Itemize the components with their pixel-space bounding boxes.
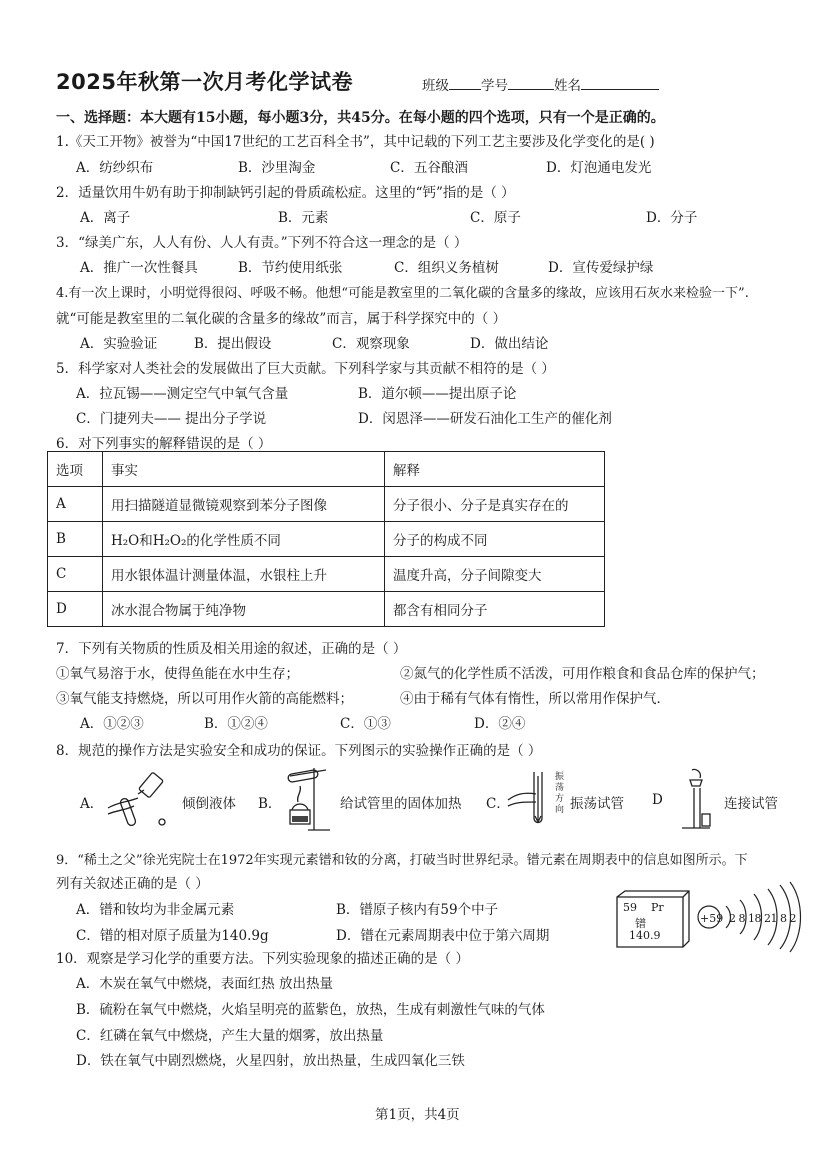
q4-stem-line1: 4.有一次上课时，小明觉得很闷、呼吸不畅。他想“可能是教室里的二氧化碳的含量多的缘故，应该用石灰水来检验一下”. xyxy=(56,286,749,301)
nucleus-charge: +59 xyxy=(700,912,724,925)
q3-option-c: C．组织义务植树 xyxy=(394,260,499,276)
heating-test-tube-icon xyxy=(280,762,338,832)
page-number: 第1页，共4页 xyxy=(375,1107,460,1123)
table-header-row xyxy=(48,452,605,487)
q9-stem-line1: 9．“稀土之父”徐光宪院士在1972年实现元素镨和钕的分离，打破当时世界纪录。镨元素在周期表中的信息如图所示。下 xyxy=(56,853,748,868)
pour-liquid-icon xyxy=(104,768,176,830)
q8-option-a-text: 倾倒液体 xyxy=(182,796,236,812)
atomic-number: 59 xyxy=(623,901,637,914)
table-header-cell: 事实 xyxy=(103,452,385,487)
page-title: 2025年秋第一次月考化学试卷 xyxy=(56,70,353,94)
q7-statement-2: ②氮气的化学性质不活泼，可用作粮食和食品仓库的保护气； xyxy=(400,666,765,682)
q7-statement-4: ④由于稀有气体有惰性，所以常用作保护气． xyxy=(400,691,670,707)
q4-option-b: B．提出假设 xyxy=(194,336,272,352)
q1-option-c: C．五谷酿酒 xyxy=(390,160,468,176)
q10-option-d: D．铁在氧气中剧烈燃烧，火星四射，放出热量，生成四氧化三铁 xyxy=(76,1053,465,1069)
q9-option-b: B．镨原子核内有59个中子 xyxy=(336,902,499,918)
table-cell: H₂O和H₂O₂的化学性质不同 xyxy=(103,522,385,557)
q10-stem: 10．观察是学习化学的重要方法。下列实验现象的描述正确的是（ ） xyxy=(56,951,469,967)
table-cell: 分子很小、分子是真实存在的 xyxy=(385,487,605,522)
q9-option-c: C．镨的相对原子质量为140.9g xyxy=(76,928,269,944)
table-header-cell: 解释 xyxy=(385,452,605,487)
q4-stem-line2: 就“可能是教室里的二氧化碳的含量多的缘故”而言，属于科学探究中的（ ） xyxy=(56,311,507,327)
q8-option-c-letter: C． xyxy=(486,796,510,812)
q2-option-a: A．离子 xyxy=(80,210,131,226)
table-cell: D xyxy=(48,592,103,627)
q9-stem-line2: 列有关叙述正确的是（ ） xyxy=(56,876,209,892)
q3-option-a: A．推广一次性餐具 xyxy=(80,260,198,276)
table-cell: 温度升高，分子间隙变大 xyxy=(385,557,605,592)
q4-option-c: C．观察现象 xyxy=(332,336,410,352)
element-name: 镨 xyxy=(635,917,646,930)
connect-test-tube-icon xyxy=(676,766,716,832)
class-label: 班级 xyxy=(422,78,449,94)
q8-option-d-text: 连接试管 xyxy=(724,796,778,812)
q8-option-c-text: 振荡试管 xyxy=(570,796,624,812)
q3-stem: 3．“绿美广东，人人有份、人人有责。”下列不符合这一理念的是（ ） xyxy=(56,235,468,251)
q10-option-a: A．木炭在氧气中燃烧，表面红热 放出热量 xyxy=(76,976,334,992)
q5-stem: 5．科学家对人类社会的发展做出了巨大贡献。下列科学家与其贡献不相符的是（ ） xyxy=(56,361,555,377)
q3-option-b: B．节约使用纸张 xyxy=(238,260,343,276)
q7-stem: 7．下列有关物质的性质及相关用途的叙述，正确的是（ ） xyxy=(56,641,407,657)
student-id-label: 学号 xyxy=(481,78,508,94)
q5-option-b: B．道尔顿——提出原子论 xyxy=(358,386,517,402)
q7-option-c: C．①③ xyxy=(340,716,391,732)
q2-option-d: D．分子 xyxy=(646,210,698,226)
table-header-cell: 选项 xyxy=(48,452,103,487)
name-blank xyxy=(581,88,659,90)
q9-option-a: A．镨和钕均为非金属元素 xyxy=(76,902,235,918)
q4-option-d: D．做出结论 xyxy=(470,336,549,352)
q5-option-a: A．拉瓦锡——测定空气中氧气含量 xyxy=(76,386,289,402)
q5-option-c: C．门捷列夫—— 提出分子学说 xyxy=(76,411,267,427)
table-cell: 分子的构成不同 xyxy=(385,522,605,557)
table-row xyxy=(48,487,605,522)
q8-shake-direction-label: 振荡方向 xyxy=(555,772,565,815)
q8-option-b-text: 给试管里的固体加热 xyxy=(340,796,462,812)
q7-statement-1: ①氧气易溶于水，使得鱼能在水中生存； xyxy=(56,666,299,682)
q8-option-d-letter: D xyxy=(652,792,663,808)
class-blank xyxy=(449,88,481,90)
q7-option-d: D．②④ xyxy=(474,716,526,732)
q8-option-b-letter: B． xyxy=(258,796,282,812)
section-heading: 一、选择题：本大题有15小题，每小题3分，共45分。在每小题的四个选项，只有一个是正确的。 xyxy=(56,110,665,126)
table-row xyxy=(48,592,605,627)
q7-option-b: B．①②④ xyxy=(204,716,268,732)
q4-option-a: A．实验验证 xyxy=(80,336,158,352)
electron-shells: 2 8 18 21 8 2 xyxy=(729,912,796,925)
shake-test-tube-icon xyxy=(506,770,546,828)
q6-table xyxy=(47,451,605,627)
q5-option-d: D．闵恩泽——研发石油化工生产的催化剂 xyxy=(358,411,612,427)
student-info xyxy=(422,74,659,94)
student-id-blank xyxy=(508,88,554,90)
name-label: 姓名 xyxy=(554,78,581,94)
q9-option-d: D．镨在元素周期表中位于第六周期 xyxy=(336,928,550,944)
table-row xyxy=(48,557,605,592)
table-cell: 用扫描隧道显微镜观察到苯分子图像 xyxy=(103,487,385,522)
q10-option-c: C．红磷在氧气中燃烧，产生大量的烟雾，放出热量 xyxy=(76,1028,384,1044)
q6-stem: 6．对下列事实的解释错误的是（ ） xyxy=(56,436,272,452)
atomic-mass: 140.9 xyxy=(629,929,661,942)
q2-option-b: B．元素 xyxy=(278,210,329,226)
q8-option-a-letter: A． xyxy=(80,796,104,812)
table-cell: C xyxy=(48,557,103,592)
q10-option-b: B．硫粉在氧气中燃烧，火焰呈明亮的蓝紫色，放热，生成有刺激性气味的气体 xyxy=(76,1002,545,1018)
table-cell: 都含有相同分子 xyxy=(385,592,605,627)
q2-stem: 2．适量饮用牛奶有助于抑制缺钙引起的骨质疏松症。这里的“钙”指的是（ ） xyxy=(56,185,515,201)
q1-option-a: A．纺纱织布 xyxy=(76,160,154,176)
periodic-element-cell xyxy=(611,889,691,949)
table-row xyxy=(48,522,605,557)
q7-statement-3: ③氧气能支持燃烧，所以可用作火箭的高能燃料； xyxy=(56,691,353,707)
table-cell: B xyxy=(48,522,103,557)
q3-option-d: D．宣传爱绿护绿 xyxy=(548,260,654,276)
q2-option-c: C．原子 xyxy=(470,210,521,226)
q8-stem: 8．规范的操作方法是实验安全和成功的保证。下列图示的实验操作正确的是（ ） xyxy=(56,743,542,759)
q1-option-d: D．灯泡通电发光 xyxy=(546,160,652,176)
table-cell: 用水银体温计测量体温，水银柱上升 xyxy=(103,557,385,592)
q7-option-a: A．①②③ xyxy=(80,716,144,732)
table-cell: 冰水混合物属于纯净物 xyxy=(103,592,385,627)
element-symbol: Pr xyxy=(651,901,664,914)
q1-option-b: B．沙里淘金 xyxy=(238,160,316,176)
table-cell: A xyxy=(48,487,103,522)
q1-stem: 1.《天工开物》被誉为“中国17世纪的工艺百科全书”，其中记载的下列工艺主要涉及化学变化的是( ) xyxy=(56,134,655,150)
